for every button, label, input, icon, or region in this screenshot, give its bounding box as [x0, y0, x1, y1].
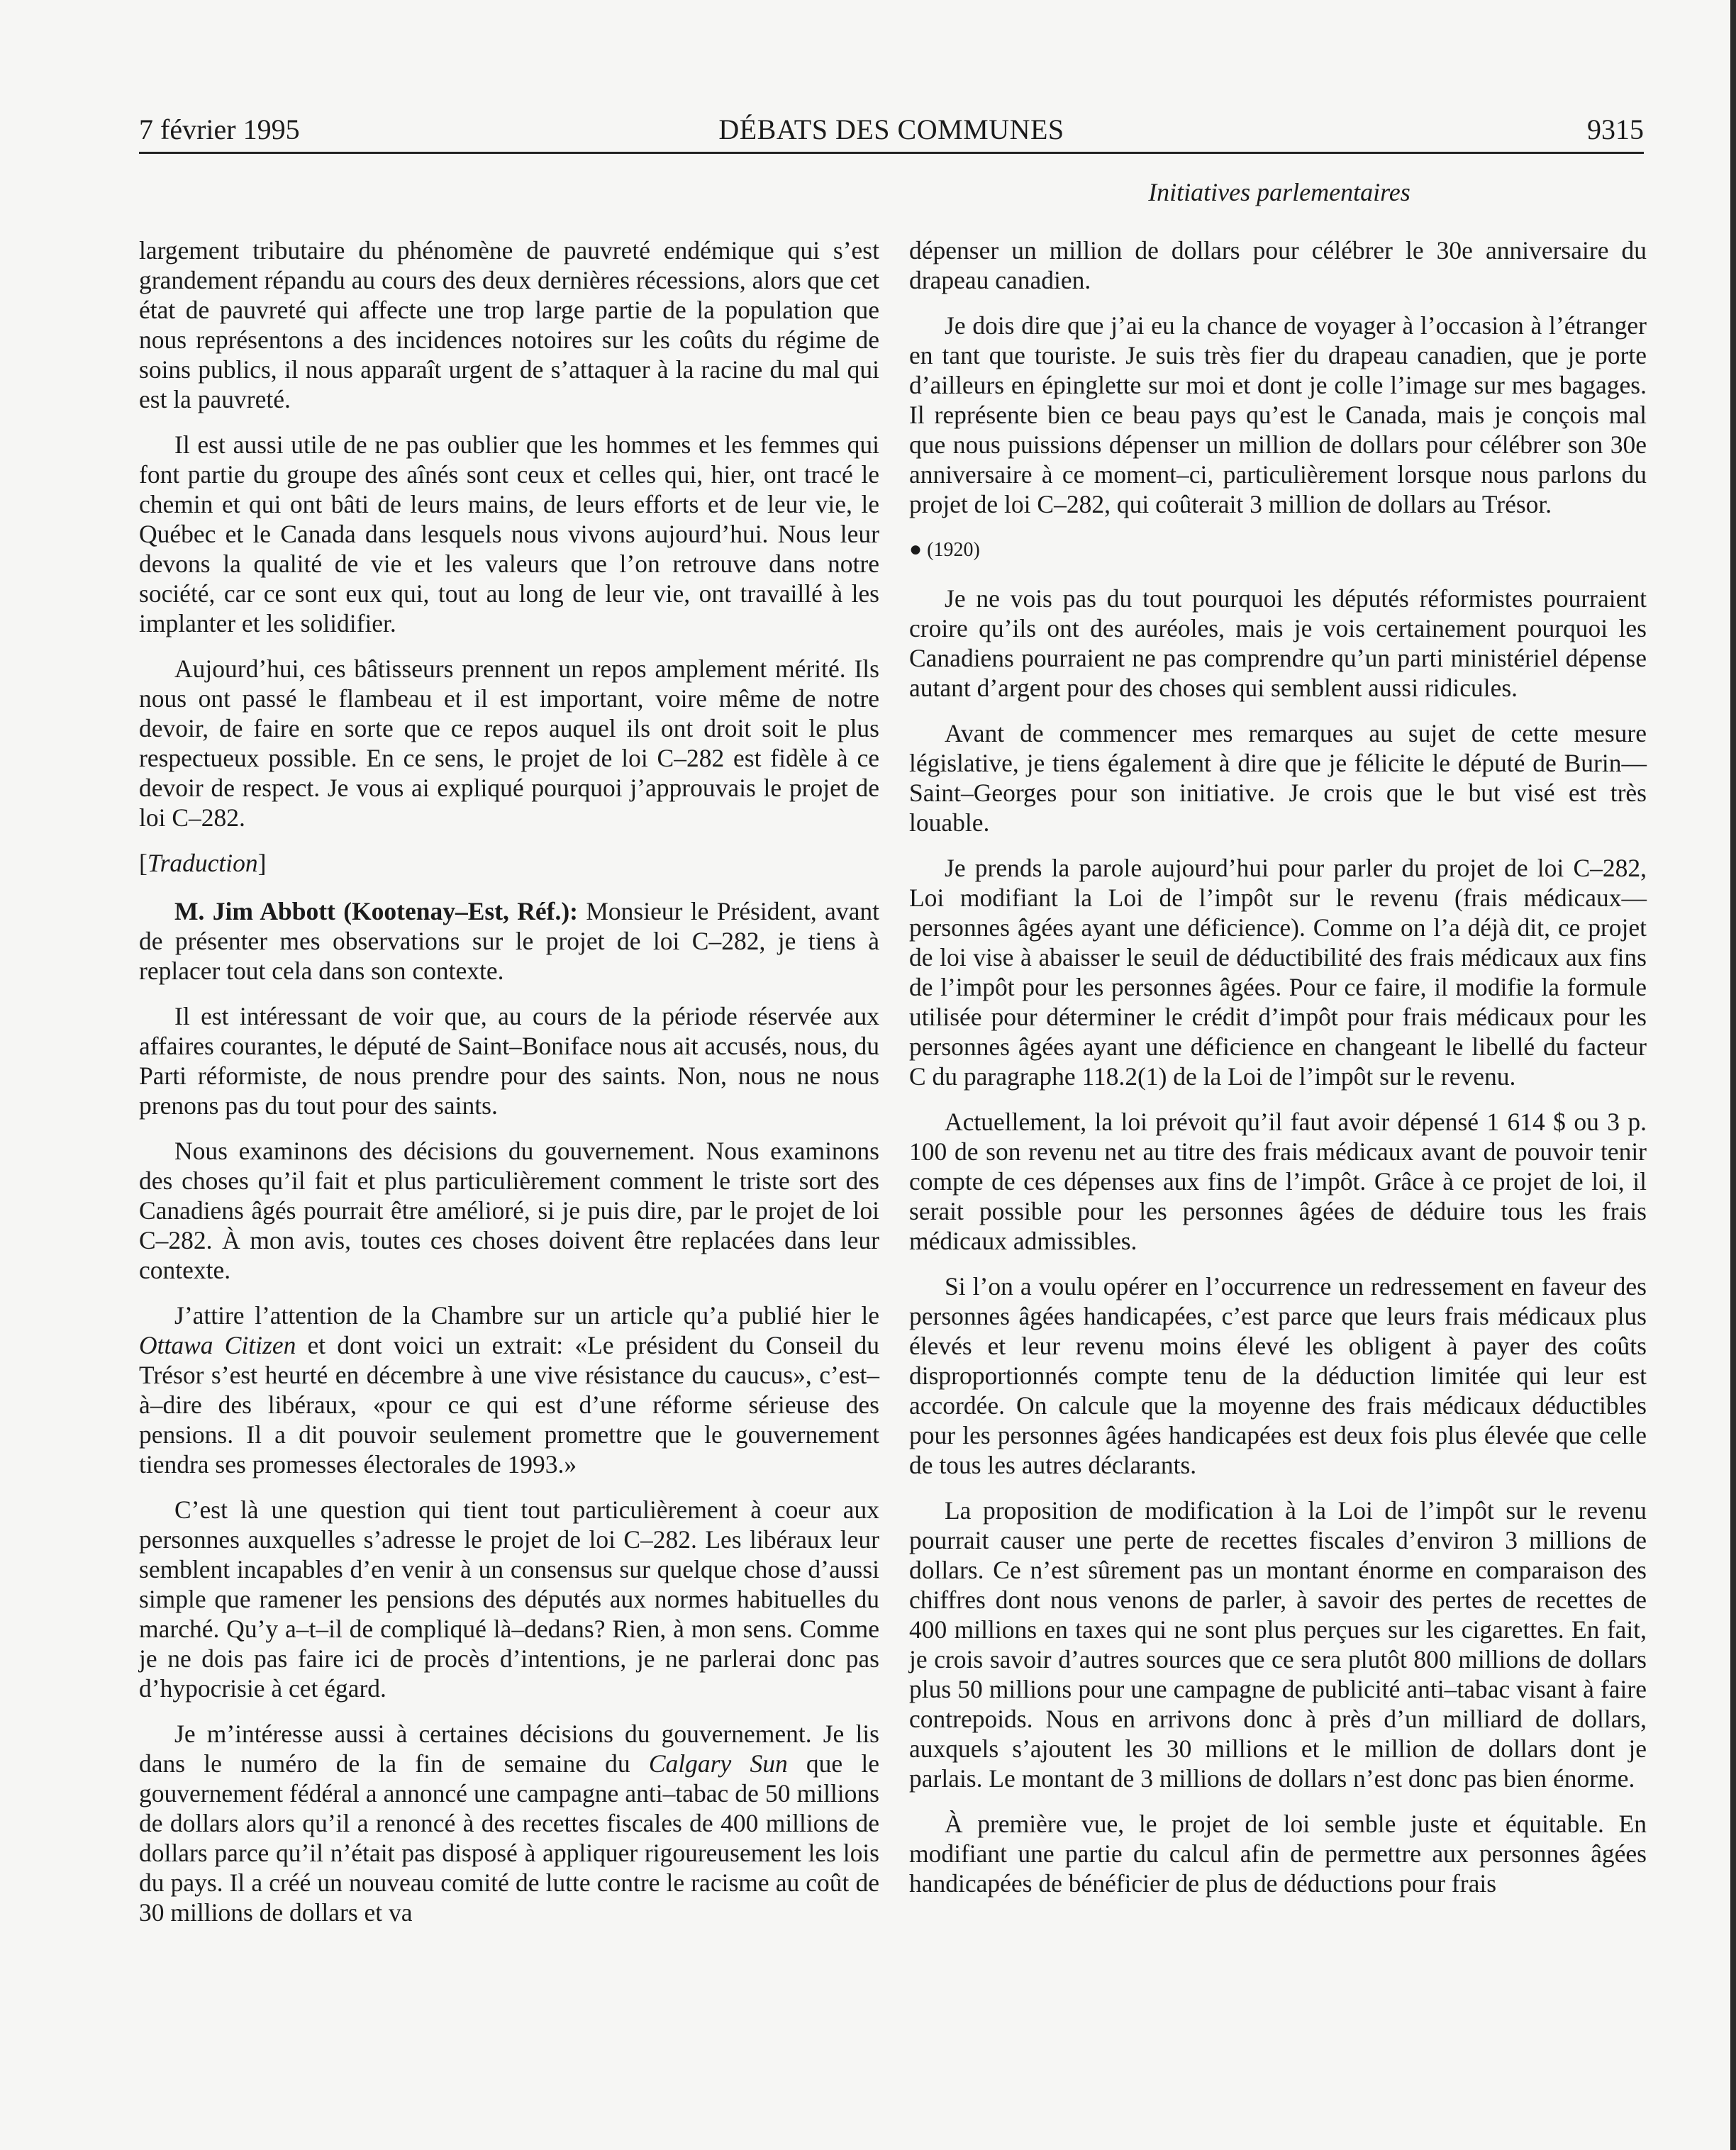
paragraph: À première vue, le projet de loi semble juste et équitable. En modifiant une partie du calcul afin de permettre aux personnes âgées handicapées de bénéficier de plus de déductions pour frais: [909, 1810, 1647, 1898]
paragraph: Avant de commencer mes remarques au sujet de cette mesure législative, je tiens également à dire que je félicite le député de Burin—Saint–Georges pour son initiative. Je crois que le but visé est très louable.: [909, 719, 1647, 837]
section-title: Initiatives parlementaires: [1148, 178, 1410, 206]
paragraph: Si l’on a voulu opérer en l’occurrence un redressement en faveur des personnes âgées handicapées, c’est parce que leurs frais médicaux plus élevés et leur revenu moins élevé les obligent à payer des coûts disproportionnés compte tenu de la déduction limitée qui leur est accordée. On calcule que la moyenne des frais médicaux déductibles pour les personnes âgées handicapées est deux fois plus élevée que celle de tous les autres déclarants.: [909, 1272, 1647, 1479]
paragraph: dépenser un million de dollars pour célébrer le 30e anniversaire du drapeau canadien.: [909, 236, 1647, 294]
scan-edge: [1730, 0, 1736, 2150]
paragraph: La proposition de modification à la Loi de l’impôt sur le revenu pourrait causer une perte de recettes fiscales d’environ 3 millions de dollars. Ce n’est sûrement pas un montant énorme en comparaison des chiffres dont nous venons de parler, à savoir des pertes de recettes de 400 millions en taxes qui ne sont plus perçues sur les cigarettes. En fait, je crois savoir d’autres sources que ce sera plutôt 800 millions de dollars plus 50 millions pour une campagne de publicité anti–tabac visant à faire contrepoids. Nous en arrivons donc à près d’un milliard de dollars, auxquels s’ajoutent les 30 millions et le million de dollars dont je parlais. Le montant de 3 millions de dollars n’est donc pas bien énorme.: [909, 1496, 1647, 1793]
publication-name: Ottawa Citizen: [139, 1331, 296, 1359]
paragraph: [139, 1300, 879, 1479]
text-run: Je m’intéresse aussi à certaines décisions du gouvernement. Je lis dans le numéro de la fin de semaine du: [139, 1720, 879, 1778]
paragraph: largement tributaire du phénomène de pauvreté endémique qui s’est grandement répandu au cours des deux dernières récessions, alors que cet état de pauvreté qui affecte une trop large partie de la population que nous représentons a des incidences notoires sur les coûts du régime de soins publics, il nous apparaît urgent de s’attaquer à la racine du mal qui est la pauvreté.: [139, 236, 879, 413]
paragraph: C’est là une question qui tient tout particulièrement à coeur aux personnes auxquelles s’adresse le projet de loi C–282. Les libéraux leur semblent incapables d’en venir à un consensus sur quelque chose d’aussi simple que ramener les pensions des députés aux normes habituelles du marché. Qu’y a–t–il de compliqué là–dedans? Rien, à mon sens. Comme je ne dois pas faire ici de procès d’intentions, je ne parlerai donc pas d’hypocrisie à cet égard.: [139, 1495, 879, 1703]
bullet-icon: ●: [909, 538, 923, 561]
paragraph: Actuellement, la loi prévoit qu’il faut avoir dépensé 1 614 $ ou 3 p. 100 de son revenu net au titre des frais médicaux avant de pouvoir tenir compte de ces dépenses aux fins de l’impôt. Grâce à ce projet de loi, il serait possible pour les personnes âgées de déduire tous les frais médicaux admissibles.: [909, 1108, 1647, 1255]
paragraph: [139, 1719, 879, 1927]
page-header: [139, 106, 1644, 154]
paragraph: Je prends la parole aujourd’hui pour parler du projet de loi C–282, Loi modifiant la Loi de l’impôt sur le revenu (frais médicaux—personnes âgées ayant une déficience). Comme on l’a déjà dit, ce projet de loi vise à abaisser le seuil de déductibilité des frais médicaux aux fins de l’impôt pour les personnes âgées. Pour ce faire, il modifie la formule utilisée pour déterminer le crédit d’impôt pour frais médicaux pour les personnes âgées ayant une déficience en changeant le libellé du facteur C du paragraphe 118.2(1) de la Loi de l’impôt sur le revenu.: [909, 854, 1647, 1091]
paragraph: Nous examinons des décisions du gouvernement. Nous examinons des choses qu’il fait et plus particulièrement comment le triste sort des Canadiens âgés pourrait être amélioré, si je puis dire, par le projet de loi C–282. À mon avis, toutes ces choses doivent être replacées dans leur contexte.: [139, 1137, 879, 1284]
header-title: DÉBATS DES COMMUNES: [718, 113, 1064, 145]
right-column: [909, 235, 1647, 1914]
speaker-paragraph: [139, 896, 879, 986]
paragraph: Il est intéressant de voir que, au cours de la période réservée aux affaires courantes, le député de Saint–Boniface nous ait accusés, nous, du Parti réformiste, de nous prendre pour des saints. Non, nous ne nous prenons pas du tout pour des saints.: [139, 1002, 879, 1120]
speaker-name: M. Jim Abbott (Kootenay–Est, Réf.):: [174, 897, 578, 925]
text-run: J’attire l’attention de la Chambre sur un article qu’a publié hier le: [174, 1301, 879, 1330]
paragraph: Il est aussi utile de ne pas oublier que les hommes et les femmes qui font partie du groupe des aînés sont ceux et celles qui, hier, ont tracé le chemin et qui ont bâti de leurs mains, de leurs efforts et de leur vie, le Québec et le Canada dans lesquels nous vivons aujourd’hui. Nous leur devons la qualité de vie et les valeurs que l’on retrouve dans notre société, car ce sont eux qui, tout au long de leur vie, ont travaillé à les implanter et les solidifier.: [139, 430, 879, 637]
text-run: que le gouvernement fédéral a annoncé une campagne anti–tabac de 50 millions de dollars alors qu’il a renoncé à des recettes fiscales de 400 millions de dollars parce qu’il n’était pas disposé à appliquer rigoureusement les lois du pays. Il a créé un nouveau comité de lutte contre le racisme au coût de 30 millions de dollars et va: [139, 1749, 879, 1927]
translation-label: Traduction: [147, 849, 258, 877]
time-marker: [909, 535, 1647, 565]
publication-name: Calgary Sun: [648, 1749, 788, 1778]
page-number: 9315: [1587, 113, 1644, 145]
paragraph: Je ne vois pas du tout pourquoi les députés réformistes pourraient croire qu’ils ont des auréoles, mais je vois certainement pourquoi les Canadiens pourraient ne pas comprendre qu’un parti ministériel dépense autant d’argent pour des choses qui semblent aussi ridicules.: [909, 584, 1647, 702]
time-marker-text: (1920): [927, 539, 980, 561]
left-column: [139, 235, 879, 1943]
paragraph: Je dois dire que j’ai eu la chance de voyager à l’occasion à l’étranger en tant que touriste. Je suis très fier du drapeau canadien, que je porte d’ailleurs en épinglette sur moi et dont je colle l’image sur mes bagages. Il représente bien ce beau pays qu’est le Canada, mais je conçois mal que nous puissions dépenser un million de dollars pour célébrer son 30e anniversaire à ce moment–ci, particulièrement lorsque nous parlons du projet de loi C–282, qui coûterait 3 million de dollars au Trésor.: [909, 311, 1647, 518]
translation-note: [Traduction]: [139, 849, 267, 877]
speech-text: Monsieur le Président, avant de présenter mes observations sur le projet de loi C–282, je tiens à replacer tout cela dans son contexte.: [139, 897, 879, 985]
paragraph: Aujourd’hui, ces bâtisseurs prennent un repos amplement mérité. Ils nous ont passé le flambeau et il est important, voire même de notre devoir, de faire en sorte que ce repos auquel ils ont droit soit le plus respectueux possible. En ce sens, le projet de loi C–282 est fidèle à ce devoir de respect. Je vous ai expliqué pourquoi j’approuvais le projet de loi C–282.: [139, 655, 879, 832]
text-run: et dont voici un extrait: «Le président du Conseil du Trésor s’est heurté en décembre à une vive résistance du caucus», c’est–à–dire des libéraux, «pour ce qui est d’une réforme sérieuse des pensions. Il a dit pouvoir seulement promettre que le gouvernement tiendra ses promesses électorales de 1993.»: [139, 1331, 879, 1478]
header-date: 7 février 1995: [139, 113, 300, 145]
